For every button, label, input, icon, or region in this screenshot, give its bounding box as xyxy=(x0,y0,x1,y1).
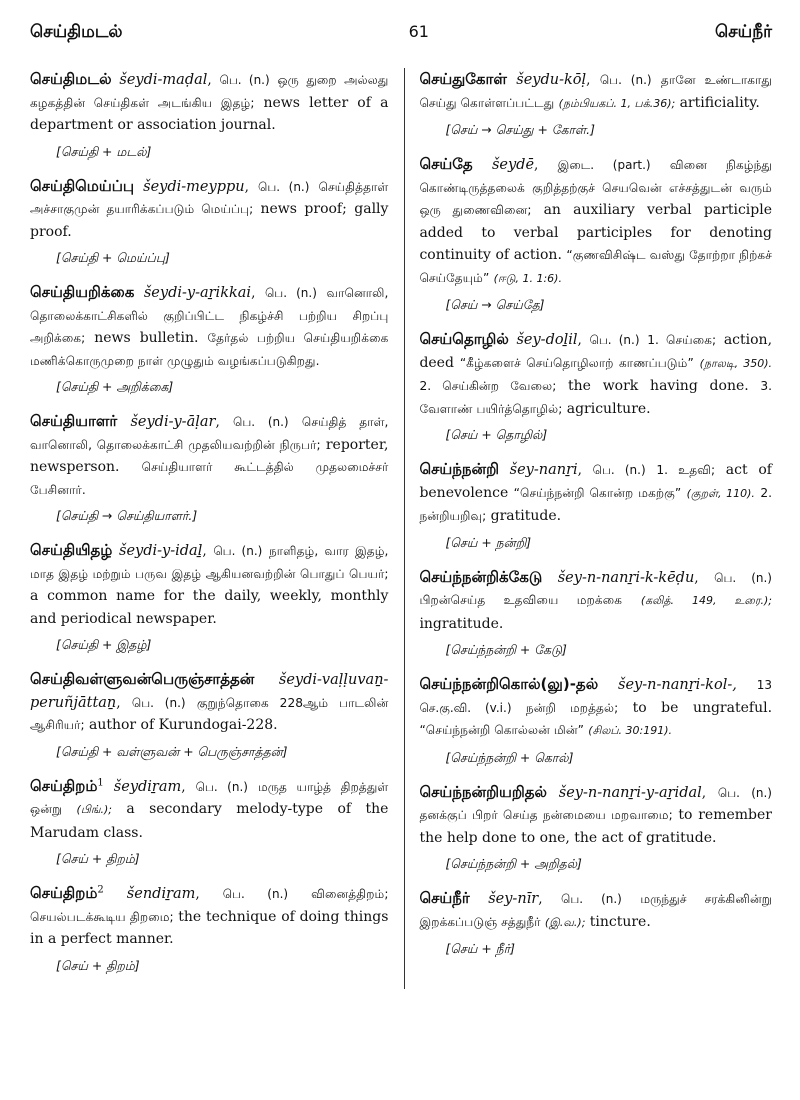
english-definition: news letter of a department or association journal. xyxy=(30,94,389,133)
part-of-speech: பெ. (n.) xyxy=(561,892,622,906)
headword: செய்திறம் xyxy=(30,776,98,795)
dictionary-entry: செய்திறம்$^1$ šeydiṟam, பெ. (n.) மருத யாழ்த் திறத்துள் ஒன்று (பிங்.); a secondary melody-type of the Marudam class. xyxy=(30,776,389,841)
quotation: “செய்ந்நன்றி கொல்லன் மின்” xyxy=(419,723,584,737)
dictionary-entry: செய்திறம்$^2$ šendiṟam, பெ. (n.) வினைத்திறம்; செயல்படக்கூடிய திறமை; the technique of doing things in a perfect manner. xyxy=(30,884,389,947)
page-header xyxy=(30,22,772,52)
etymology: [செய் + திறம்] xyxy=(56,957,140,973)
etymology: [செய்ந்நன்றி + கொல்] xyxy=(445,749,574,765)
part-of-speech: பெ. (n.) xyxy=(599,73,652,87)
tamil-definition: செய்தித்தாள் அச்சாகுமுன் தயாரிக்கப்படும் மெய்ப்பு; xyxy=(30,179,389,216)
dictionary-entry: செய்ந்நன்றி šey-nanṟi, பெ. (n.) 1. உதவி; act of benevolence “செய்ந்நன்றி கொன்ற மகற்கு” (குறள், 110). 2. நன்றியறிவு; gratitude. xyxy=(419,460,772,524)
quotation: “செய்ந்நன்றி கொன்ற மகற்கு” xyxy=(513,485,682,500)
part-of-speech: பெ. (n.) xyxy=(222,887,289,901)
headword: செய்தியாளர் xyxy=(30,412,118,430)
sense-2: 2. நன்றியறிவு; xyxy=(419,485,772,523)
running-head-left: செய்திமடல் xyxy=(30,22,123,42)
headword: செய்ந்நன்றி xyxy=(419,460,499,478)
part-of-speech: பெ. (n.) xyxy=(589,333,640,347)
headword: செய்துகோள் xyxy=(419,70,507,88)
right-column xyxy=(404,68,772,989)
dictionary-entry: செய்நீர் šey-nīr, பெ. (n.) மருந்துச் சரக்கினின்று இறக்கப்படுஞ் சத்துநீர் (இ.வ.); tincture. xyxy=(419,889,772,930)
transliteration: šey-n-nanṟi-k-kēḍu xyxy=(557,569,695,586)
tamil-definition: நன்றி மறத்தல்; xyxy=(525,700,619,715)
english-definition: ingratitude. xyxy=(419,615,504,632)
dictionary-entry: செய்திவள்ளுவன்பெருஞ்சாத்தன் šeydi-vaḷḷuvaṉ-peruñjāttaṉ, பெ. (n.) குறுந்தொகை 228ஆம் பாடலின் ஆசிரியர்; author of Kurundogai-228. xyxy=(30,670,389,733)
transliteration: šeydi-meyppu xyxy=(143,178,245,195)
etymology: [செய் + தொழில்] xyxy=(445,427,548,442)
part-of-speech: பெ. (n.) xyxy=(258,179,310,194)
etymology: [செய்ந்நன்றி + அறிதல்] xyxy=(445,856,582,871)
headword: செய்தியிதழ் xyxy=(30,541,113,559)
part-of-speech: பெ. (n.) xyxy=(131,695,186,710)
transliteration: šey-n-nanṟi-y-aṟidal xyxy=(558,784,702,801)
transliteration: šey-nanṟi xyxy=(509,462,578,478)
transliteration: šeydē xyxy=(491,157,535,173)
part-of-speech: பெ. (n.) xyxy=(195,779,248,794)
transliteration: šeydu-kōḷ xyxy=(516,72,587,88)
headword: செய்தியறிக்கை xyxy=(30,283,135,301)
headword: செய்திறம் xyxy=(30,884,98,902)
part-of-speech: பெ. (n.) xyxy=(592,463,646,477)
etymology: [செய் + நீர்] xyxy=(445,941,515,956)
transliteration: šeydi-maḍal xyxy=(119,72,208,88)
running-head-right: செய்நீர் xyxy=(715,22,772,42)
english-definition: to remember the help done to one, the act of gratitude. xyxy=(419,807,772,846)
etymology: [செய்தி + வள்ளுவன் + பெருஞ்சாத்தன்] xyxy=(56,743,288,759)
etymology: [செய் → செய்து + கோள்.] xyxy=(445,122,595,137)
tamil-definition: வானொலி, தொலைக்காட்சிகளில் குறிப்பிட்ட நிகழ்ச்சி பற்றிய சிறப்பு அறிக்கை; xyxy=(30,286,389,345)
etymology: [செய்தி → செய்தியாளர்.] xyxy=(56,508,198,523)
english-definition: news bulletin. xyxy=(94,330,199,346)
sense-1-english: action, deed xyxy=(419,332,773,371)
page-number: 61 xyxy=(408,22,429,41)
homograph-number: 2 xyxy=(97,884,104,896)
etymology: [செய்தி + மடல்] xyxy=(56,143,152,159)
tamil-definition: மருத யாழ்த் திறத்துள் ஒன்று xyxy=(30,779,389,816)
english-definition: news proof; gally proof. xyxy=(30,201,389,240)
sense-1: 1. உதவி; xyxy=(656,463,716,477)
dictionary-entry: செய்தே šeydē, இடை. (part.) வினை நிகழ்ந்து கொண்டிருத்தலைக் குறித்தற்குச் செயவென் எச்சத்துடன் வரும் ஒரு துணைவினை; an auxiliary verbal participle added to verbal participles for denoting continuity of action. “குணவிசிஷ்ட வஸ்து தோற்றா நிற்கச் செய்தேயும்” (ஈடு, 1. 1:6). xyxy=(419,155,772,285)
dictionary-entry: செய்தியிதழ் šeydi-y-idaḻ, பெ. (n.) நாளிதழ், வார இதழ், மாத இதழ் மற்றும் பருவ இதழ் ஆகியனவற்றின் பொதுப் பெயர்; a common name for the daily, weekly, monthly and periodical newspaper. xyxy=(30,541,389,627)
english-definition: an auxiliary verbal participle added to verbal participles for denoting continuity of action. xyxy=(419,202,772,263)
sense-2-english: gratitude. xyxy=(490,508,562,524)
transliteration: šeydi-y-idaḻ xyxy=(119,543,203,559)
tamil-definition: வினைத்திறம்; செயல்படக்கூடிய திறமை; xyxy=(30,887,389,924)
homograph-number: 1 xyxy=(97,776,104,788)
headword: செய்ந்நன்றிக்கேடு xyxy=(419,567,543,586)
dictionary-entry: செய்துகோள் šeydu-kōḷ, பெ. (n.) தானே உண்டாகாது செய்து கொள்ளப்பட்டது (நம்பியகப். 1, பக்.36); artificiality. xyxy=(419,70,772,111)
headword: செய்ந்நன்றியறிதல் xyxy=(419,782,547,801)
etymology: [செய் + நன்றி] xyxy=(445,534,532,550)
english-definition: tincture. xyxy=(589,913,651,930)
dictionary-entry: செய்திமெய்ப்பு šeydi-meyppu, பெ. (n.) செய்தித்தாள் அச்சாகுமுன் தயாரிக்கப்படும் மெய்ப்பு; news proof; gally proof. xyxy=(30,176,389,240)
dictionary-entry: செய்ந்நன்றியறிதல் šey-n-nanṟi-y-aṟidal, பெ. (n.) தனக்குப் பிறர் செய்த நன்மையை மறவாமை; to remember the help done to one, the act of gratitude. xyxy=(419,782,772,846)
tamil-definition: வினை நிகழ்ந்து கொண்டிருத்தலைக் குறித்தற்குச் செயவென் எச்சத்துடன் வரும் ஒரு துணைவினை; xyxy=(419,158,772,217)
dictionary-entry xyxy=(419,673,772,743)
headword: செய்திவள்ளுவன்பெருஞ்சாத்தன் xyxy=(30,670,255,688)
etymology: [செய்ந்நன்றி + கேடு] xyxy=(445,642,567,657)
dictionary-entry: செய்தியாளர் šeydi-y-āḷar, பெ. (n.) செய்தித் தாள், வானொலி, தொலைக்காட்சி முதலியவற்றின் நிருபர்; reporter, newsperson. செய்தியாளர் கூட்டத்தில் முதலமைச்சர் பேசினார். xyxy=(30,412,389,497)
sense-3: 3. வேளாண் பயிர்த்தொழில்; xyxy=(419,379,772,416)
dictionary-entry: செய்தியறிக்கை šeydi-y-aṟikkai, பெ. (n.) வானொலி, தொலைக்காட்சிகளில் குறிப்பிட்ட நிகழ்ச்சி பற்றிய சிறப்பு அறிக்கை; news bulletin. தேர்தல் பற்றிய செய்தியறிக்கை மணிக்கொருமுறை நாள் முழுதும் வழங்கப்படுகிறது. xyxy=(30,283,389,368)
transliteration: šeydi-y-aṟikkai xyxy=(143,285,252,301)
tamil-definition: மருந்துச் சரக்கினின்று இறக்கப்படுஞ் சத்துநீர் xyxy=(419,892,772,929)
source-reference: (நம்பியகப். 1, பக்.36); xyxy=(558,96,676,110)
tamil-definition: தானே உண்டாகாது செய்து கொள்ளப்பட்டது xyxy=(419,73,772,110)
tamil-definition: தனக்குப் பிறர் செய்த நன்மையை மறவாமை; xyxy=(419,808,673,822)
etymology: [செய்தி + இதழ்] xyxy=(56,637,152,652)
headword: செய்திமடல் xyxy=(30,70,112,88)
sense-1-english: act of benevolence xyxy=(419,462,772,501)
source-reference: (ஈடு, 1. 1:6). xyxy=(493,271,562,285)
part-of-speech: பெ. (n.) xyxy=(714,570,772,585)
quotation: “குணவிசிஷ்ட வஸ்து தோற்றா நிற்கச் செய்தேயும்” xyxy=(419,248,772,285)
headword: செய்ந்நன்றிகொல்(லு)-தல் xyxy=(419,675,599,693)
dictionary-entry: செய்தொழில் šey-doḻil, பெ. (n.) 1. செய்கை; action, deed “கீழ்களைச் செய்தொழிலாற் காணப்படும்” (நாலடி, 350). 2. செய்கின்ற வேலை; the work having done. 3. வேளாண் பயிர்த்தொழில்; agriculture. xyxy=(419,330,773,417)
two-column-body xyxy=(30,68,772,989)
transliteration: šeydi-y-āḷar xyxy=(130,414,216,430)
english-definition: author of Kurundogai-228. xyxy=(88,717,278,733)
sense-2: 2. செய்கின்ற வேலை; xyxy=(419,379,557,393)
part-of-speech: பெ. (n.) xyxy=(717,785,772,800)
tamil-definition: ஒரு துறை அல்லது கழகத்தின் செய்திகள் அடங்கிய இதழ்; xyxy=(30,73,389,110)
transliteration: šey-doḻil xyxy=(516,332,578,348)
transliteration: šendiṟam xyxy=(126,886,196,902)
sense-1: 1. செய்கை; xyxy=(647,333,717,347)
tamil-definition: குறுந்தொகை 228ஆம் பாடலின் ஆசிரியர்; xyxy=(30,695,389,732)
part-of-speech: பெ. (n.) xyxy=(219,73,270,87)
headword: செய்தே xyxy=(419,155,473,173)
etymology: [செய்தி + அறிக்கை] xyxy=(56,379,174,394)
etymology: [செய்தி + மெய்ப்பு] xyxy=(56,250,170,265)
english-definition: artificiality. xyxy=(679,94,760,111)
source-reference: (சிலப். 30:191). xyxy=(588,724,672,737)
left-column xyxy=(30,68,388,989)
tamil-definition: நாளிதழ், வார இதழ், மாத இதழ் மற்றும் பருவ இதழ் ஆகியனவற்றின் பொதுப் பெயர்; xyxy=(30,544,389,581)
sense-2-english: the work having done. xyxy=(567,378,749,394)
part-of-speech: இடை. (part.) xyxy=(557,158,651,172)
english-definition: a common name for the daily, weekly, monthly and periodical newspaper. xyxy=(30,588,389,627)
usage-example: செய்தியாளர் கூட்டத்தில் முதலமைச்சர் பேசினார். xyxy=(30,460,389,497)
source-reference: (கலித். 149, உரை.); xyxy=(640,594,773,607)
etymology: [செய் → செய்தே] xyxy=(445,297,545,312)
quotation: “கீழ்களைச் செய்தொழிலாற் காணப்படும்” xyxy=(459,355,694,370)
source-reference: (பிங்.); xyxy=(76,803,112,816)
english-definition: a secondary melody-type of the Marudam class. xyxy=(30,801,389,841)
tamil-definition: செய்தித் தாள், வானொலி, தொலைக்காட்சி முதலியவற்றின் நிருபர்; xyxy=(30,415,389,452)
transliteration: šey-nīr xyxy=(488,891,539,907)
part-of-speech: பெ. (n.) xyxy=(213,544,263,558)
sense-3-english: agriculture. xyxy=(566,400,651,417)
english-definition: to be ungrateful. xyxy=(632,699,773,716)
source-reference: (நாலடி, 350). xyxy=(699,356,772,370)
english-definition: reporter, newsperson. xyxy=(30,436,389,475)
headword: செய்நீர் xyxy=(419,889,470,907)
etymology: [செய் + திறம்] xyxy=(56,851,140,866)
part-of-speech: 13 செ.கு.வி. (v.i.) xyxy=(419,678,772,715)
tamil-definition: பிறன்செய்த உதவியை மறக்கை xyxy=(419,593,623,607)
transliteration: šeydiṟam xyxy=(113,778,182,795)
part-of-speech: பெ. (n.) xyxy=(233,415,289,429)
transliteration: šeydi-vaḷḷuvaṉ-peruñjāttaṉ xyxy=(30,672,389,711)
headword: செய்திமெய்ப்பு xyxy=(30,176,135,195)
part-of-speech: பெ. (n.) xyxy=(264,286,317,300)
transliteration: šey-n-nanṟi-kol-, xyxy=(618,677,737,693)
dictionary-entry: செய்திமடல் šeydi-maḍal, பெ. (n.) ஒரு துறை அல்லது கழகத்தின் செய்திகள் அடங்கிய இதழ்; news letter of a department or association journal. xyxy=(30,70,389,133)
source-reference: (இ.வ.); xyxy=(544,915,586,929)
dictionary-entry: செய்ந்நன்றிக்கேடு šey-n-nanṟi-k-kēḍu, பெ. (n.) பிறன்செய்த உதவியை மறக்கை (கலித். 149, உரை.); ingratitude. xyxy=(419,567,773,632)
usage-example: தேர்தல் பற்றிய செய்தியறிக்கை மணிக்கொருமுறை நாள் முழுதும் வழங்கப்படுகிறது. xyxy=(30,331,389,368)
headword: செய்தொழில் xyxy=(419,330,509,348)
english-definition: the technique of doing things in a perfect manner. xyxy=(30,908,389,947)
source-reference: (குறள், 110). xyxy=(686,486,755,500)
